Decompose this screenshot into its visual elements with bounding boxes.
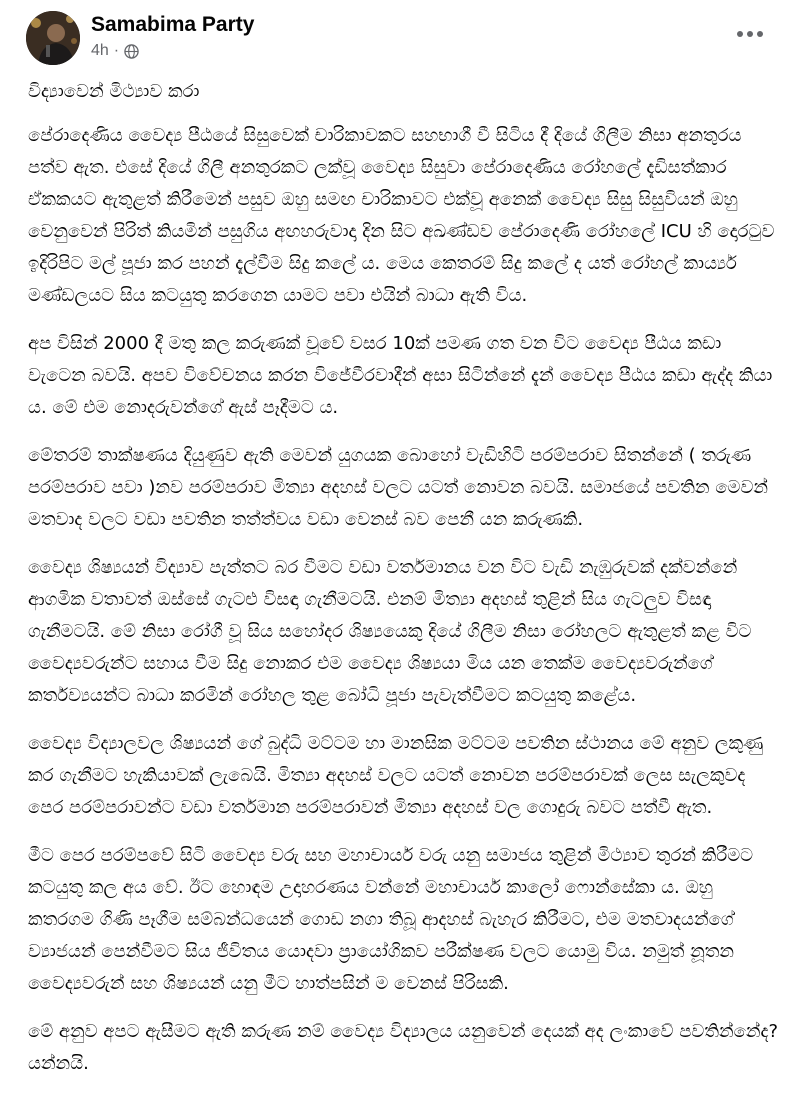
post-paragraph: මේ අනුව අපට ඇසීමට ඇති කරුණ නම් වෛද්‍ය විද්‍යාලය යනුවෙන් දෙයක් අද ලංකාවේ පවතින්නේද? යන්නයි. [28, 1021, 779, 1074]
page-name[interactable]: Samabima Party [91, 13, 255, 36]
more-dot [737, 31, 743, 37]
more-options-icon[interactable] [732, 20, 768, 48]
post-meta [91, 42, 139, 60]
post-header [0, 0, 800, 70]
post-body [28, 76, 778, 1096]
post-time[interactable]: 4h [91, 42, 109, 59]
meta-separator: · [113, 42, 120, 59]
post-paragraph: වෛද්‍ය ශිෂ්‍යයන් විද්‍යාව පැත්තට බර වීමට වඩා වර්තමානය වන විට වැඩි නැඹුරුවක් දක්වන්නේ ආගමික වතාවත් ඔස්සේ ගැටළු විසඳා ගැනීමටයි. එනම් මිත්‍යා අදහස් තුළින් සිය ගැටලුව විසඳා ගැනීමටයි. මේ නිසා රෝගී වූ සිය සහෝදර ශිෂ්‍යයෙකු දියේ ගිලීම නිසා රෝහලට ඇතුළත් කළ විට වෛද්‍යවරුන්ට සහාය වීම සිදු නොකර එම වෛද්‍ය ශිෂ්‍යයා මිය යන තෙක්ම වෛද්‍යවරුන්ගේ කර්තව්‍යයන්ට බාධා කරමින් රෝහල තුළ බෝධි පූජා පැවැත්වීමට කටයුතු කළේය. [28, 557, 752, 706]
post-paragraph: මීට පෙර පරම්පවේ සිටි වෛද්‍ය වරු සහ මහාචාර්ය වරු යනු සමාජය තුළින් මිථ්‍යාව තුරන් කිරීමට කටයුතු කල අය වේ. ඊට හොඳම උදාහරණය වන්නේ මහාචාර්ය කාලෝ ෆොන්සේකා ය. ඔහු කතරගම ගිණි පෑගීම සම්බන්ධයෙන් ගොඩ නගා තිබූ ආදහස් බැහැර කිරීමට, එම මතවාදයන්ගේ ව්‍යාජයන් පෙන්වීමට සිය ජීවිතය යොදවා ප්‍රායෝගිකව පරීක්ෂණ වලට යොමු විය. නමුත් නූතන වෛද්‍යවරුන් සහ ශිෂ්‍යයන් යනු මීට හාත්පසින් ම වෙනස් පිරිසකි. [28, 845, 754, 994]
post-paragraph: පේරාදෙණිය වෛද්‍ය පීඨයේ සිසුවෙක් චාරිකාවකට සහභාගී වී සිටිය දී දියේ ගිලීම නිසා අනතුරය පත්ව ඇත. එසේ දියේ ගිලී අනතුරකට ලක්වූ වෛද්‍ය සිසුවා පේරාදෙණිය රෝහලේ දැඩිසත්කාර ඒකකයට ඇතුළත් කිරීමෙන් පසුව ඔහු සමඟ චාරිකාවට එක්වූ අනෙක් වෛද්‍ය සිසු සිසුවියන් ඔහු වෙනුවෙන් පිරිත් කියමින් පසුගිය අඟහරුවාදා දින සිට අඛණ්ඩව පේරාදෙණි රෝහලේ ICU හි දොරටුව ඉදිරිපිට මල් පූජා කර පහන් දැල්වීම සිදු කලේ ය. මෙය කෙතරම් සිදු කලේ ද යත් රෝහල් කාර්ය්‍ය මණ්ඩලයට සිය කටයුතු කරගෙන යාමට පවා එයින් බාධා ඇති විය. [28, 125, 775, 306]
post-title: විද්‍යාවෙන් මිථ්‍යාව කරා [28, 81, 200, 102]
avatar-image [26, 11, 80, 65]
post-paragraph: මේතරම් තාක්ෂණය දියුණුව ඇති මෙවන් යුගයක බොහෝ වැඩිහිටි පරම්පරාව සිතන්නේ ( තරුණ පරම්පරාව පවා )නව පරම්පරාව මිත්‍යා අදහස් වලට යටත් නොවන බවයි. සමාජයේ පවතින මෙවන් මතවාද වලට වඩා පවතින තත්ත්වය වඩා වෙනස් බව පෙනී යන කරුණකි. [28, 445, 769, 530]
more-dot [747, 31, 753, 37]
globe-icon [124, 44, 139, 59]
avatar[interactable] [26, 11, 80, 65]
post-paragraph: අප විසින් 2000 දී මතු කල කරුණක් වූවේ වසර 10ක් පමණ ගත වන විට වෛද්‍ය පීඨය කඩා වැටෙන බවයි. අපව විවේචනය කරන විජේවීරවාදීන් අසා සිටින්නේ දැන් වෛද්‍ය පීඨය කඩා ඇද්ද කියා ය. මේ එම නොදරුවන්ගේ ඇස් පෑදීමට ය. [28, 333, 773, 418]
post-paragraph: වෛද්‍ය විද්‍යාලවල ශිෂ්‍යයන් ගේ බුද්ධි මට්ටම හා මානසික මට්ටම පවතින ස්ථානය මේ අනුව ලකුණු කර ගැනීමට හැකියාවක් ලැබෙයි. මිත්‍යා අදහස් වලට යටත් නොවන පරම්පරාවක් ලෙස සැලකුවද පෙර පරම්පරාවන්ට වඩා වර්තමාන පරම්පරාවන් මිත්‍යා අදහස් වල ගොදුරු බවට පත්වී ඇත. [28, 733, 764, 818]
more-dot [757, 31, 763, 37]
